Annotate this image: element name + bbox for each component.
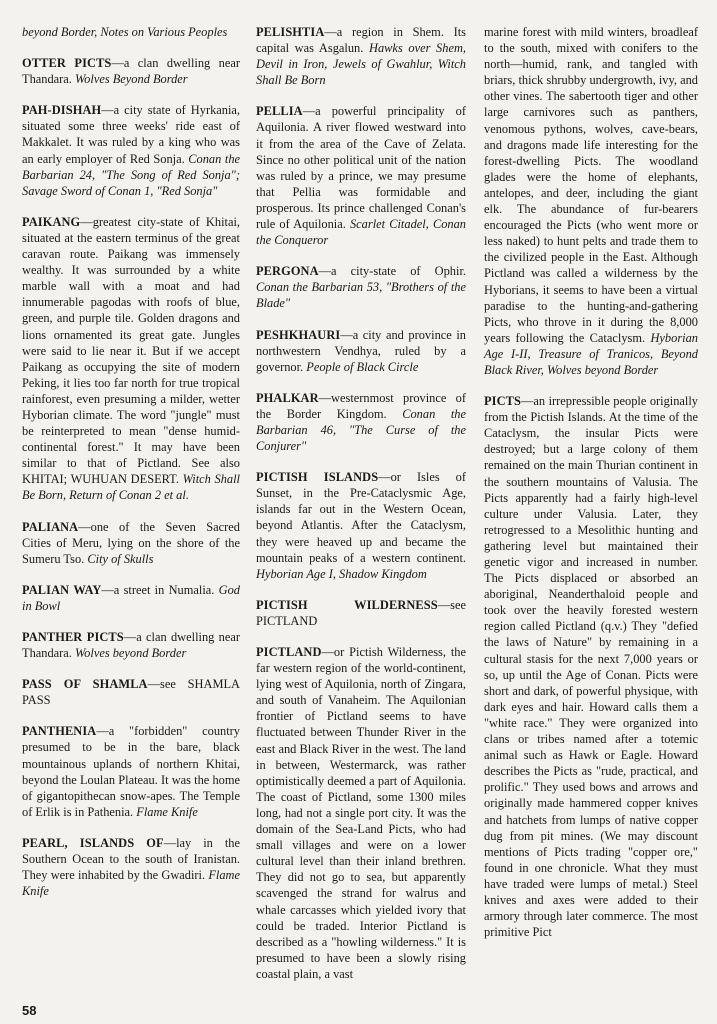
column-3 [484, 24, 698, 1000]
entry-paikang [22, 214, 240, 504]
headword: PAH-DISHAH [22, 103, 102, 118]
entry-sources: People of Black Circle [306, 359, 419, 374]
entry-palian-way [22, 582, 240, 614]
entry-pictish-wilderness [256, 597, 466, 629]
entry-pearl-islands-of [22, 835, 240, 899]
headword: PICTISH ISLANDS [256, 470, 379, 485]
entry-sources: Hyborian Age I-II, Treasure of Tranicos, Beyond Black River, Wolves beyond Border [484, 330, 698, 377]
headword: PESHKHAURI [256, 327, 341, 342]
page-number: 58 [22, 1003, 37, 1018]
entry-body: —a clan dwelling near Thandara. [22, 630, 240, 661]
headword: PALIANA [22, 519, 79, 534]
entry-body: —a "forbidden" country presumed to be in the bare, black mountainous uplands of northern Khitai, beyond the Loulan Plateau. It was the home of gigantopithecan snow-apes. The Temple of Erlik is in Pathenia. [22, 724, 240, 819]
entry-panthenia [22, 723, 240, 820]
entry-body: —westernmost province of the Border Kingdom. [256, 390, 466, 421]
entry-body: —a city-state of Ophir. [318, 264, 466, 279]
entry-sources: Hyborian Age I, Shadow Kingdom [256, 566, 427, 581]
entry-sources: Hawks over Shem, Devil in Iron, Jewels of Gwahlur, Witch Shall Be Born [256, 41, 466, 88]
headword: PASS OF SHAMLA [22, 677, 148, 692]
entry-phalkar [256, 390, 466, 454]
headword: PAIKANG [22, 214, 81, 229]
entry-body: —see SHAMLA PASS [22, 677, 240, 708]
entry-body: —see PICTLAND [256, 597, 466, 628]
entry-pellia [256, 103, 466, 248]
headword: PHALKAR [256, 390, 319, 405]
headword: PEARL, ISLANDS OF [22, 835, 164, 850]
headword: PELLIA [256, 104, 303, 119]
headword: PALIAN WAY [22, 582, 102, 597]
entry-body: —or Isles of Sunset, in the Pre-Cataclysmic Age, islands far out in the Western Ocean, beyond Atlantis. After the Cataclysm, they were heaved up and became the mountain peaks of a western continent. [256, 470, 466, 565]
entry-sources: Conan the Barbarian 53, "Brothers of the Blade" [256, 280, 466, 311]
headword: OTTER PICTS [22, 56, 112, 71]
continued-sources: beyond Border, Notes on Various Peoples [22, 25, 228, 39]
headword: PERGONA [256, 264, 319, 279]
entry-pergona [256, 263, 466, 311]
entry-pah-dishah [22, 102, 240, 199]
entry-body: —a city and province in northwestern Vendhya, ruled by a governor. [256, 327, 466, 374]
entry-sources: Scarlet Citadel, Conan the Conqueror [256, 217, 466, 248]
entry-sources: Wolves Beyond Border [75, 72, 188, 87]
entry-body: —a region in Shem. Its capital was Asgalun. [256, 25, 466, 56]
column-2 [256, 24, 466, 1000]
entry-body: —an irrepressible people originally from the Pictish Islands. At the time of the Cataclysm, the insular Picts were destroyed; but a large colony of them remained on the main Thurian continent in the southern mountains of Valusia. The Picts apparently had a fairly high-level culture under Valusia. Later, they retrogressed to a Mesolithic hunting and gathering level but maintained their genetic vigor and increased in number. The Picts displaced or absorbed an aboriginal, Neanderthaloid people and took over the heavily forested western region called Pictland (q.v.) They "defied the laws of Nature" by remaining in a cultural stasis for the next 7,000 years or so, up until the Age of Conan. Picts were short and dark, of powerful physique, with dark eyes and hair. Howard calls them a "white race." They were organized into clans or tribes named after a totemic animal such as Hawk or Eagle. Howard describes the Picts as "rude, practical, and prolific." They used bows and arrows and originally made hammered copper knives and hatchets from lumps of native copper dug from pit mines. (We may discount mentions of Picts trading "copper ore," found in one chronicle. What they must have traded were lumps of metal.) Steel knives and axes were added to their armory through later commerce. The most primitive Pict [484, 394, 698, 940]
entry-sources: Wolves beyond Border [75, 646, 187, 661]
entry-body: —a street in Numalia. [101, 582, 215, 597]
headword: PICTLAND [256, 645, 322, 659]
entry-sources: Flame Knife [22, 868, 240, 899]
entry-panther-picts [22, 629, 240, 661]
continued-entry-pictland [484, 24, 698, 378]
entry-sources: Conan the Barbarian 24, "The Song of Red Sonja"; Savage Sword of Conan 1, "Red Sonja" [22, 151, 241, 198]
entry-sources: Flame Knife [136, 804, 198, 819]
entry-body: —or Pictish Wilderness, the far western region of the world-continent, lying west of Aquilonia, north of Zingara, and south of Vanaheim. The Aquilonian frontier of Pictland seems to have fluctuated between Thunder River in the east and Black River in the west. The land in between, Westermarck, was rather optimistically deemed a part of Aquilonia. The coast of Pictland, some 1300 miles long, had not a single port city. It was the domain of the Sea-Land Picts, who had small villages and were on a lower cultural level than their inland brethren. They did not go to sea, but apparently scavenged the strand for walrus and whale carcasses which yielded ivory that could be traded. Interior Pictland is described as a "howling wilderness." It is presumed to have been a slowly rising coastal plain, a vast [256, 645, 466, 981]
column-1 [22, 24, 240, 1000]
headword: PANTHER PICTS [22, 630, 124, 644]
headword: PELISHTIA [256, 25, 325, 39]
entry-body: —a powerful principality of Aquilonia. A river flowed westward into it from the area of the Cave of Zelata. Since no other political unit of the nation was ruled by a prince, we may presume that Pellia was formidable and prosperous. Its prince challenged Conan's rule of Aquilonia. [256, 104, 466, 232]
entry-sources: God in Bowl [22, 582, 240, 613]
entry-peshkhauri [256, 327, 466, 375]
entry-pass-of-shamla [22, 676, 240, 708]
entry-body: —one of the Seven Sacred Cities of Meru, lying on the shore of the Sumeru Tso. [22, 519, 240, 566]
entry-body: —a city state of Hyrkania, situated some three weeks' ride east of Makkalet. It was ruled by a king who was an early employer of Red Sonja. [22, 103, 240, 166]
continued-entry [22, 24, 240, 40]
headword: PICTS [484, 394, 521, 409]
headword: PANTHENIA [22, 724, 97, 739]
entry-otter-picts [22, 55, 240, 87]
entry-body: —lay in the Southern Ocean to the south of Iranistan. They were inhabited by the Gwadiri. [22, 835, 240, 883]
entry-sources: Witch Shall Be Born, Return of Conan 2 et al. [22, 472, 240, 503]
continued-body: marine forest with mild winters, broadleaf to the south, mixed with conifers to the north—humid, rank, and tangled with briars, thick shrubby undergrowth, ivy, and other vines. The sabertooth tiger and other large carnivores such as panthers, venomous pythons, wolves, cave-bears, and dragons made life interesting for the forest-dwelling Picts. The woodland glades were the home of elephants, antelopes, and deer, including the giant elk. The abundance of fur-bearers encouraged the Picts (who went more or less naked) to hunt pelts and trade them to the civilized people in the East. Although Pictland was called a wilderness by the Hyborians, it seems to have been a virtual paradise to the hunting-and-gathering Picts, who throve in it during the 8,000 years following the Cataclysm. [484, 25, 698, 345]
entry-body: —greatest city-state of Khitai, situated at the eastern terminus of the great caravan route. Paikang was immensely wealthy. It was surrounded by a white marble wall with a moat and had innumerable pagodas with roofs of blue, green, and purple tile. Golden dragons and lions ornamented its great gate. Jungles were said to lie near it. But if we accept Paikang as occupying the site of modern Peking, it lies too far north for true tropical rainforest, even presuming a milder, wetter Hyborian climate. The word "jungle" must be reinterpreted to mean "dense humid-continental forest." It may have been similar to that of Pictland. See also KHITAI; WUHUAN DESERT. [22, 214, 240, 487]
entry-sources: Conan the Barbarian 46, "The Curse of the Conjurer" [256, 406, 466, 454]
entry-sources: City of Skulls [87, 551, 154, 566]
entry-paliana [22, 519, 240, 567]
entry-picts [484, 393, 698, 940]
entry-pictish-islands [256, 469, 466, 582]
entry-pictland [256, 644, 466, 982]
entry-pelishtia [256, 24, 466, 88]
headword: PICTISH WILDERNESS [256, 597, 438, 612]
entry-body: —a clan dwelling near Thandara. [22, 56, 240, 87]
